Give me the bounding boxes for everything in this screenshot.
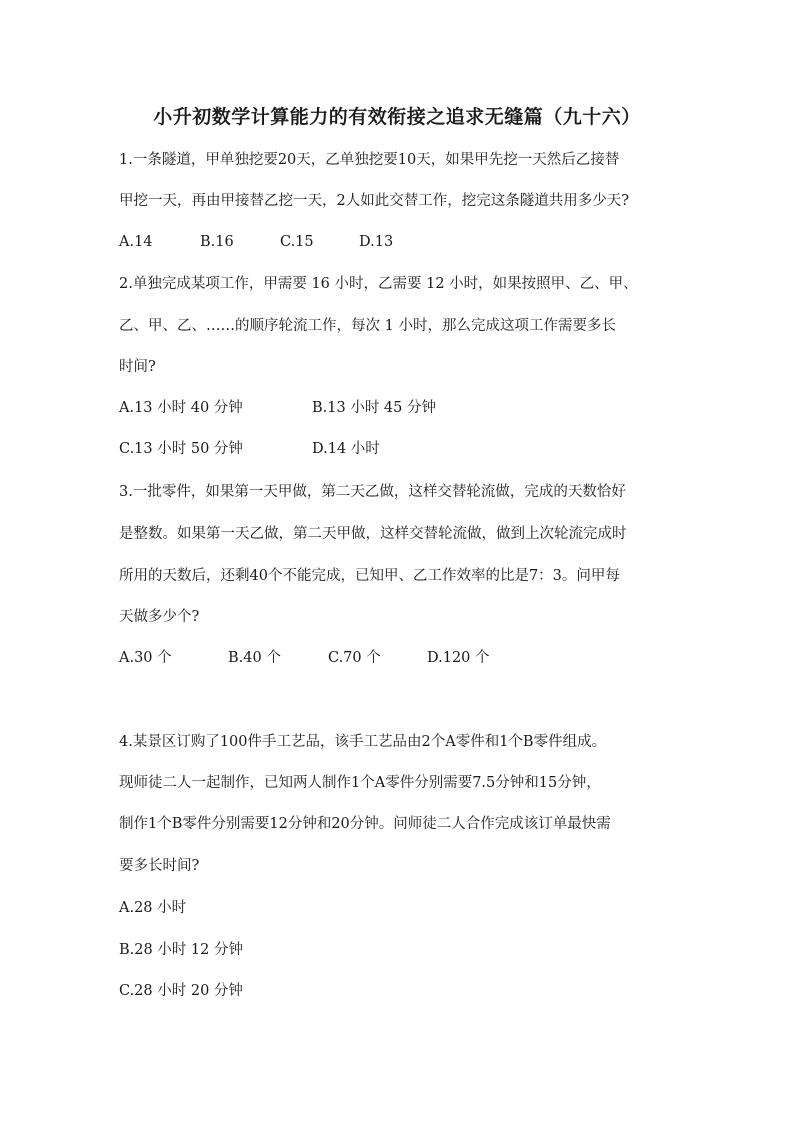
question-2-option-c: C.13 小时 50 分钟	[119, 441, 243, 457]
question-1-option-a: A.14	[119, 234, 153, 250]
question-4-option-a: A.28 小时	[119, 900, 187, 916]
question-1-options	[119, 232, 393, 252]
question-3-line-4: 天做多少个?	[119, 609, 200, 625]
question-2-options-row-2	[119, 439, 380, 459]
question-1-option-d: D.13	[359, 234, 394, 250]
question-2-option-d: D.14 小时	[312, 441, 380, 457]
page-title: 小升初数学计算能力的有效衔接之追求无缝篇（九十六）	[153, 106, 641, 128]
question-2-line-3: 时间?	[119, 359, 156, 375]
question-3-line-3: 所用的天数后，还剩40个不能完成，已知甲、乙工作效率的比是7：3。问甲每	[119, 568, 620, 584]
question-3-option-a: A.30 个	[119, 650, 172, 666]
question-1-line-2: 甲挖一天，再由甲接替乙挖一天，2人如此交替工作，挖完这条隧道共用多少天?	[119, 193, 629, 209]
question-4-line-2: 现师徒二人一起制作，已知两人制作1个A零件分别需要7.5分钟和15分钟，	[119, 775, 601, 791]
question-1-line-1: 1.一条隧道，甲单独挖要20天，乙单独挖要10天，如果甲先挖一天然后乙接替	[119, 152, 620, 168]
question-3-option-c: C.70 个	[328, 650, 381, 666]
question-3-line-2: 是整数。如果第一天乙做，第二天甲做，这样交替轮流做，做到上次轮流完成时	[119, 526, 627, 542]
question-3-options	[119, 648, 490, 668]
question-4-line-3: 制作1个B零件分别需要12分钟和20分钟。问师徒二人合作完成该订单最快需	[119, 816, 611, 832]
question-4-line-1: 4.某景区订购了100件手工艺品，该手工艺品由2个A零件和1个B零件组成。	[119, 734, 607, 750]
question-2-option-b: B.13 小时 45 分钟	[312, 400, 436, 416]
question-4-option-b: B.28 小时 12 分钟	[119, 942, 243, 958]
question-2-option-a: A.13 小时 40 分钟	[119, 400, 243, 416]
question-3-option-b: B.40 个	[228, 650, 281, 666]
question-4-line-4: 要多长时间?	[119, 858, 200, 874]
question-4-option-c: C.28 小时 20 分钟	[119, 983, 243, 999]
question-3-option-d: D.120 个	[427, 650, 490, 666]
question-3-line-1: 3.一批零件，如果第一天甲做，第二天乙做，这样交替轮流做，完成的天数恰好	[119, 484, 626, 500]
question-2-options-row-1	[119, 398, 436, 418]
question-1-option-b: B.16	[200, 234, 234, 250]
question-2-line-1: 2.单独完成某项工作，甲需要 16 小时，乙需要 12 小时，如果按照甲、乙、甲、	[119, 276, 638, 292]
question-1-option-c: C.15	[280, 234, 314, 250]
question-2-line-2: 乙、甲、乙、……的顺序轮流工作，每次 1 小时，那么完成这项工作需要多长	[119, 318, 616, 334]
